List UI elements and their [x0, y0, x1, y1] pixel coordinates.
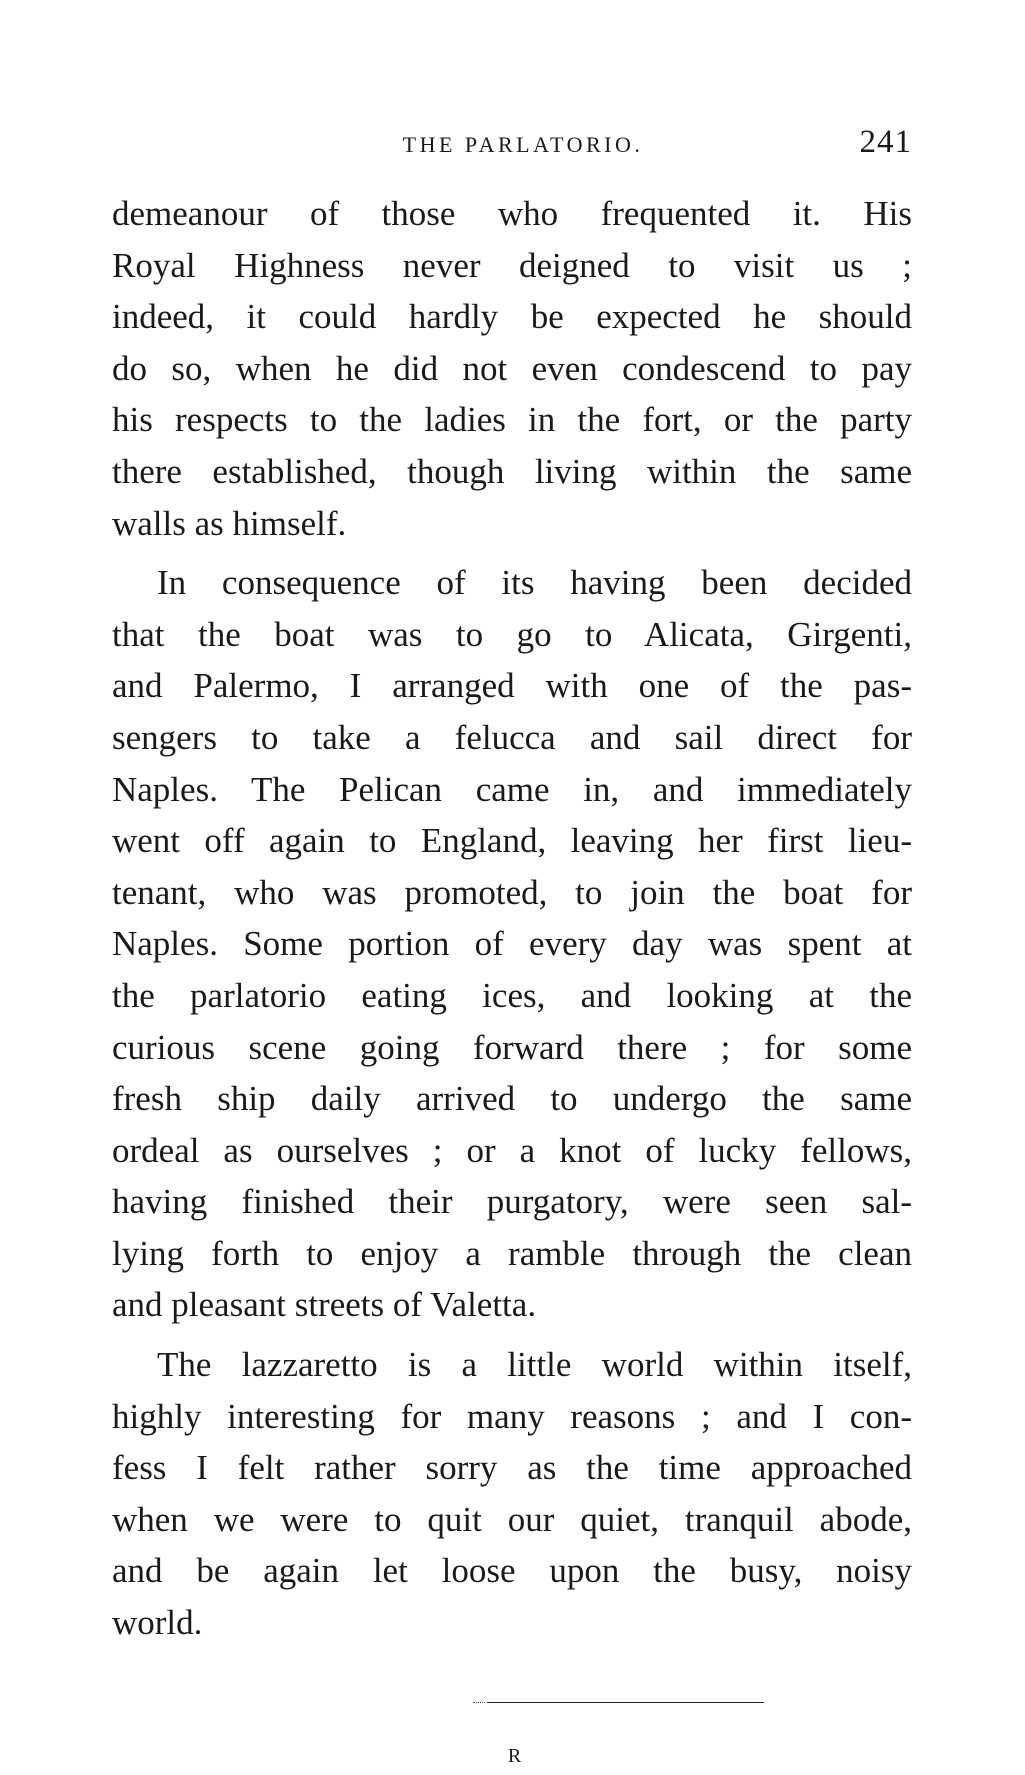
text-line: walls as himself.: [112, 503, 347, 543]
text-line: and pleasant streets of Valetta.: [112, 1285, 537, 1325]
text-line: sengers to take a felucca and sail direct for: [112, 717, 912, 757]
paragraph-2: [112, 557, 912, 1331]
closing-rule: [487, 1702, 764, 1703]
paragraph-1: [112, 188, 912, 549]
signature-mark: R: [507, 1745, 522, 1767]
text-line: demeanour of those who frequented it. His: [112, 194, 912, 233]
text-line: lying forth to enjoy a ramble through the clean: [112, 1233, 912, 1273]
text-line: fresh ship daily arrived to undergo the same: [112, 1079, 912, 1119]
text-line: having finished their purgatory, were seen sal-: [112, 1182, 912, 1222]
text-line: when we were to quit our quiet, tranquil abode,: [112, 1499, 912, 1539]
paragraph-3: [112, 1339, 912, 1649]
text-line: tenant, who was promoted, to join the boat for: [112, 872, 912, 912]
page-number: 241: [859, 124, 912, 160]
text-line: and be again let loose upon the busy, noisy: [112, 1551, 912, 1591]
text-line: his respects to the ladies in the fort, or the party: [112, 400, 912, 440]
text-line: and Palermo, I arranged with one of the pas-: [112, 666, 912, 706]
text-line: do so, when he did not even condescend to pay: [112, 348, 912, 388]
text-line: Naples. Some portion of every day was spent at: [112, 924, 912, 964]
text-line: fess I felt rather sorry as the time approached: [112, 1448, 912, 1488]
running-title: THE PARLATORIO.: [402, 132, 644, 157]
text-line: curious scene going forward there ; for some: [112, 1027, 912, 1067]
paragraph-gap: [112, 549, 912, 557]
paragraph-gap: [112, 1331, 912, 1339]
text-line: world.: [112, 1603, 203, 1643]
text-line: went off again to England, leaving her first lieu-: [112, 821, 912, 861]
text-line: that the boat was to go to Alicata, Girgenti,: [112, 614, 912, 654]
running-head: [112, 126, 912, 166]
text-line: indeed, it could hardly be expected he should: [112, 297, 912, 337]
text-line: highly interesting for many reasons ; and I con-: [112, 1396, 912, 1436]
body-text: [112, 188, 912, 1649]
text-line: Naples. The Pelican came in, and immediately: [112, 769, 912, 809]
text-line: the parlatorio eating ices, and looking at the: [112, 975, 912, 1015]
text-line: Royal Highness never deigned to visit us ;: [112, 245, 912, 285]
text-line: there established, though living within the same: [112, 451, 912, 491]
text-line: The lazzaretto is a little world within itself,: [157, 1345, 912, 1385]
text-line: In consequence of its having been decided: [157, 563, 912, 603]
text-line: ordeal as ourselves ; or a knot of lucky fellows,: [112, 1130, 912, 1170]
